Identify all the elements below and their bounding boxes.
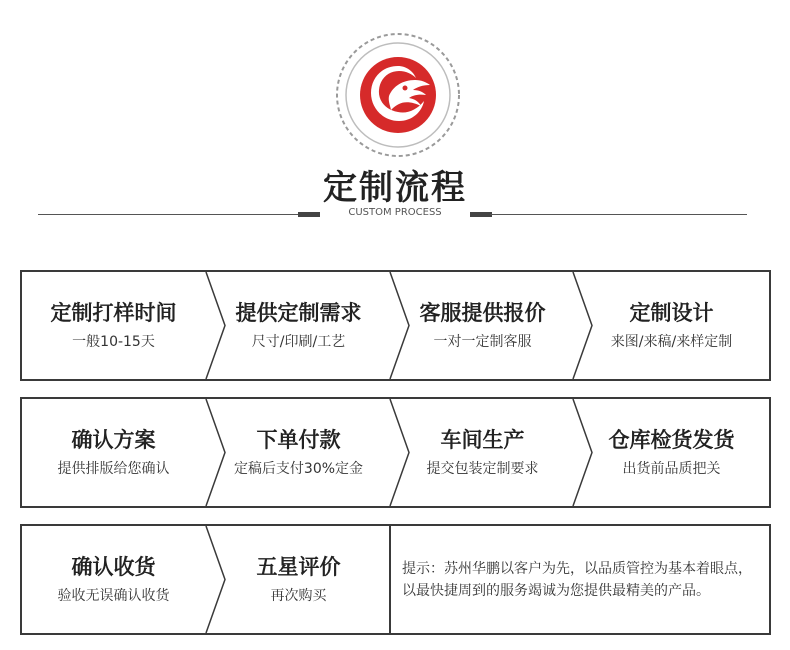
divider-right [490,214,747,215]
process-step [207,526,390,633]
process-step [391,272,574,379]
step-description: 尺寸/印刷/工艺 [251,334,346,351]
process-step [22,399,205,506]
step-title: 确认方案 [71,427,156,452]
page-subtitle: CUSTOM PROCESS [348,207,442,218]
step-description: 提供排版给您确认 [57,461,170,478]
process-row-3 [20,524,771,635]
company-logo [333,30,463,160]
step-description: 定稿后支付30%定金 [233,461,364,478]
process-step [22,272,205,379]
process-row-1 [20,270,771,381]
process-row-2 [20,397,771,508]
page-title: 定制流程 [323,168,467,208]
step-title: 提供定制需求 [235,300,362,325]
process-step [207,272,390,379]
step-description: 验收无误确认收货 [57,588,170,605]
step-title: 车间生产 [440,427,525,452]
process-step [574,272,769,379]
tip-text: 提示：苏州华鹏以客户为先，以品质管控为基本着眼点，以最快捷周到的服务竭诚为您提供最精美的产品。 [402,560,752,599]
step-title: 仓库检货发货 [608,427,735,452]
divider-mark-right [470,212,492,217]
step-description: 来图/来稿/来样定制 [610,334,733,351]
step-description: 再次购买 [270,588,327,605]
step-description: 提交包装定制要求 [426,461,539,478]
step-title: 定制打样时间 [50,300,177,325]
step-title: 五星评价 [256,554,341,579]
eagle-logo-icon [333,30,463,160]
tip-box [402,526,760,633]
step-title: 下单付款 [256,427,341,452]
process-step [391,399,574,506]
process-step [574,399,769,506]
cell-divider [389,526,391,633]
step-description: 出货前品质把关 [622,461,721,478]
step-description: 一般10-15天 [72,334,155,351]
step-title: 确认收货 [71,554,156,579]
step-title: 客服提供报价 [419,300,546,325]
step-description: 一对一定制客服 [433,334,532,351]
process-step [22,526,205,633]
step-title: 定制设计 [629,300,714,325]
process-step [207,399,390,506]
